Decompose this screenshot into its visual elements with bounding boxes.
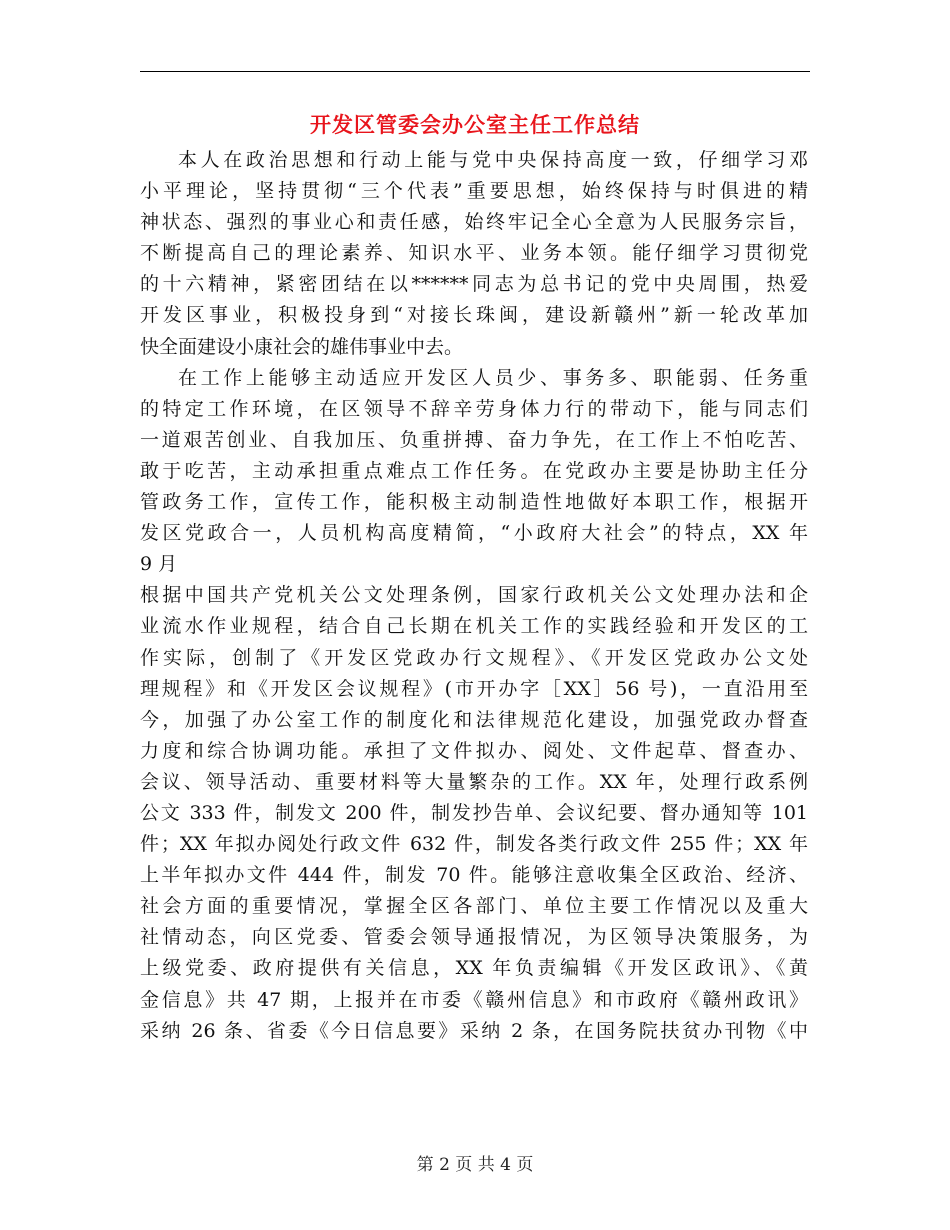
paragraph-2-line-4: 敢于吃苦，主动承担重点难点工作任务。在党政办主要是协助主任分 (140, 459, 808, 482)
paragraph-1-line-6: 开发区事业，积极投身到“对接长珠闽，建设新赣州”新一轮改革加 (140, 304, 808, 327)
paragraph-1-line-1: 本人在政治思想和行动上能与党中央保持高度一致，仔细学习邓 (178, 149, 808, 171)
paragraph-3-line-6: 力度和综合协调功能。承担了文件拟办、阅处、文件起草、督查办、 (140, 739, 808, 762)
paragraph-2-line-5: 管政务工作，宣传工作，能积极主动制造性地做好本职工作，根据开 (140, 491, 808, 514)
paragraph-3-line-13: 上级党委、政府提供有关信息，XX 年负责编辑《开发区政讯》、《黄 (140, 957, 808, 980)
paragraph-3-line-2: 业流水作业规程，结合自己长期在机关工作的实践经验和开发区的工 (140, 615, 808, 638)
paragraph-3-line-4: 理规程》和《开发区会议规程》(市开办字［XX］56 号)，一直沿用至 (140, 677, 808, 700)
document-body (140, 145, 808, 1047)
paragraph-3-line-1: 根据中国共产党机关公文处理条例，国家行政机关公文处理办法和企 (140, 584, 808, 607)
paragraph-3-line-12: 社情动态，向区党委、管委会领导通报情况，为区领导决策服务，为 (140, 926, 808, 949)
paragraph-1-line-7: 快全面建设小康社会的雄伟事业中去。 (140, 335, 464, 358)
paragraph-1-line-4: 不断提高自己的理论素养、知识水平、业务本领。能仔细学习贯彻党 (140, 242, 808, 265)
paragraph-3-line-9: 件；XX 年拟办阅处行政文件 632 件，制发各类行政文件 255 件；XX 年 (140, 833, 808, 856)
paragraph-3-line-7: 会议、领导活动、重要材料等大量繁杂的工作。XX 年，处理行政系例 (140, 770, 808, 793)
paragraph-2-line-7: 9 月 (140, 553, 178, 576)
paragraph-1-line-3: 神状态、强烈的事业心和责任感，始终牢记全心全意为人民服务宗旨， (140, 211, 808, 234)
paragraph-2-line-6: 发区党政合一，人员机构高度精简，“小政府大社会”的特点，XX 年 (140, 522, 808, 545)
paragraph-3-line-15: 采纳 26 条、省委《今日信息要》采纳 2 条，在国务院扶贫办刊物《中 (140, 1019, 808, 1042)
header-rule (140, 71, 810, 72)
paragraph-3-line-14: 金信息》共 47 期，上报并在市委《赣州信息》和市政府《赣州政讯》 (140, 988, 808, 1011)
paragraph-1-line-2: 小平理论，坚持贯彻“三个代表”重要思想，始终保持与时俱进的精 (140, 180, 808, 203)
paragraph-2-line-1: 在工作上能够主动适应开发区人员少、事务多、职能弱、任务重 (178, 366, 808, 389)
paragraph-3-line-11: 社会方面的重要情况，掌握全区各部门、单位主要工作情况以及重大 (140, 895, 808, 918)
paragraph-3-line-8: 公文 333 件，制发文 200 件，制发抄告单、会议纪要、督办通知等 101 (140, 801, 808, 824)
document-title: 开发区管委会办公室主任工作总结 (310, 112, 640, 137)
paragraph-3-line-10: 上半年拟办文件 444 件，制发 70 件。能够注意收集全区政治、经济、 (140, 864, 808, 887)
paragraph-3-line-5: 今，加强了办公室工作的制度化和法律规范化建设，加强党政办督查 (140, 708, 808, 731)
page-number-footer: 第 2 页 共 4 页 (416, 1155, 534, 1175)
paragraph-2-line-3: 一道艰苦创业、自我加压、负重拼搏、奋力争先，在工作上不怕吃苦、 (140, 428, 808, 451)
paragraph-1-line-5: 的十六精神，紧密团结在以******同志为总书记的党中央周围，热爱 (140, 273, 808, 296)
paragraph-2-line-2: 的特定工作环境，在区领导不辞辛劳身体力行的带动下，能与同志们 (140, 397, 808, 420)
paragraph-3-line-3: 作实际，创制了《开发区党政办行文规程》、《开发区党政办公文处 (140, 646, 808, 669)
